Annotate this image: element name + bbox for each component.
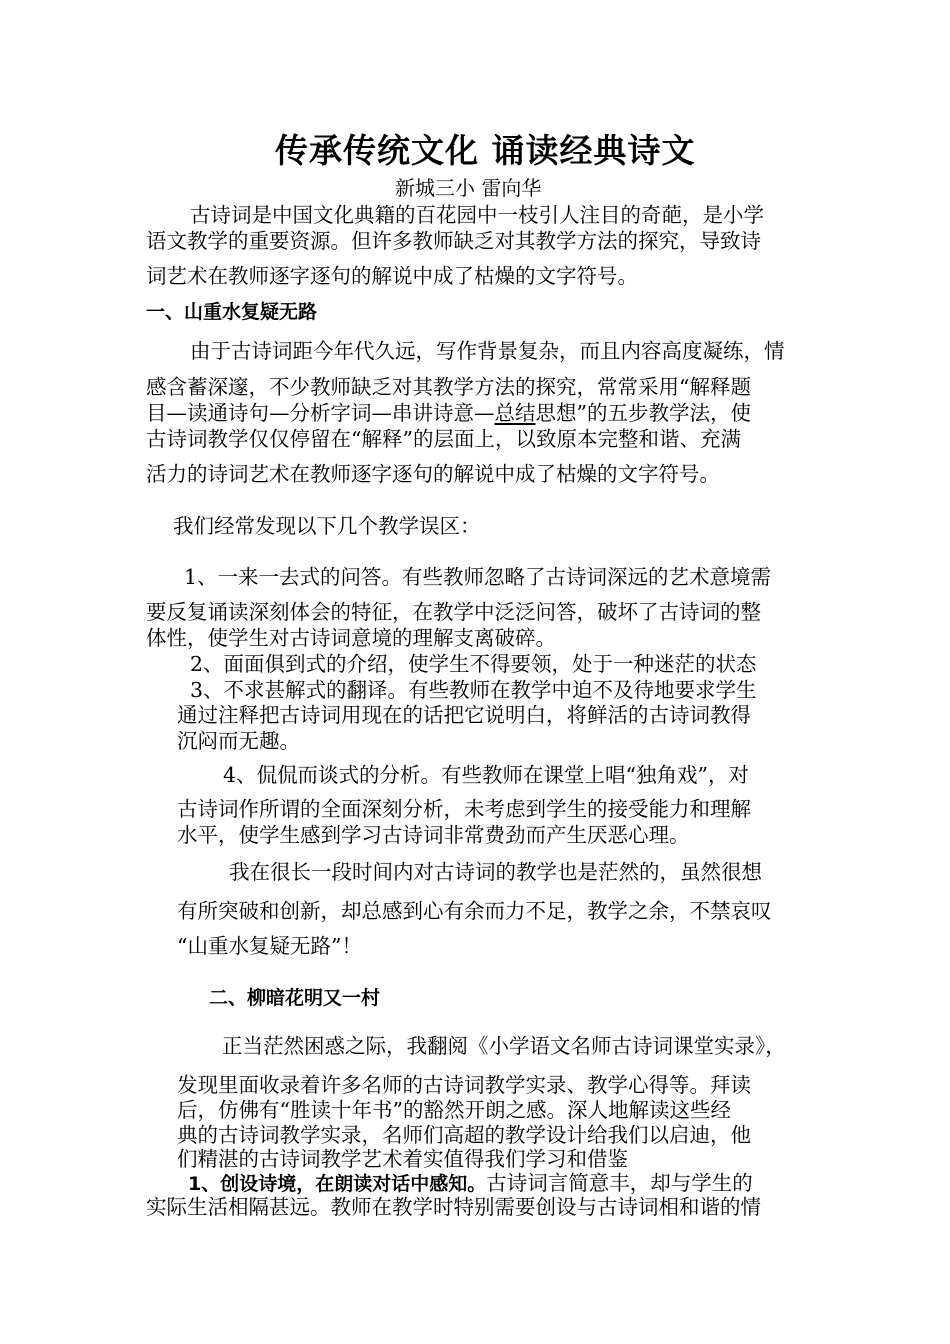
paragraph-line: 们精湛的古诗词教学艺术着实值得我们学习和借鉴: [177, 1147, 628, 1171]
text-segment: 古诗词言简意丰，却与学生的: [486, 1171, 753, 1195]
text-segment: 思想”的五步教学法，使: [535, 401, 751, 425]
section-heading: 一、山重水复疑无路: [146, 301, 318, 323]
paragraph-line: 实际生活相隔甚远。教师在教学时特别需要创设与古诗词相和谐的情: [146, 1195, 761, 1219]
section-heading: 二、柳暗花明又一村: [209, 987, 381, 1009]
paragraph-line: 正当茫然困惑之际，我翻阅《小学语文名师古诗词课堂实录》，: [222, 1034, 786, 1058]
list-item-line: 古诗词作所谓的全面深刻分析，未考虑到学生的接受能力和理解: [177, 797, 751, 821]
paragraph-line: 有所突破和创新，却总感到心有余而力不足，教学之余，不禁哀叹: [177, 899, 772, 923]
paragraph-line: 由于古诗词距今年代久远，写作背景复杂，而且内容高度凝练，情: [190, 339, 785, 363]
list-item-line: 体性，使学生对古诗词意境的理解支离破碎。: [146, 626, 556, 650]
list-item-line: 沉闷而无趣。: [177, 729, 300, 753]
underlined-text: 总结: [494, 401, 536, 425]
paragraph-line: 活力的诗词艺术在教师逐字逐句的解说中成了枯燥的文字符号。: [146, 462, 720, 486]
intro-line: 词艺术在教师逐字逐句的解说中成了枯燥的文字符号。: [146, 264, 638, 288]
paragraph-line: 后，仿佛有“胜读十年书”的豁然开朗之感。深人地解读这些经: [177, 1098, 731, 1122]
list-item-line: 水平，使学生感到学习古诗词非常费劲而产生厌恶心理。: [177, 823, 690, 847]
paragraph-line: 发现里面收录着许多名师的古诗词教学实录、教学心得等。拜读: [177, 1073, 751, 1097]
paragraph-line: [188, 1171, 753, 1196]
list-item-line: 2、面面俱到式的介绍，使学生不得要领，处于一种迷茫的状态: [190, 652, 757, 676]
list-item-line: 通过注释把古诗词用现在的话把它说明白，将鲜活的古诗词教得: [177, 703, 751, 727]
text-segment: 目—读通诗句—分析字词—串讲诗意—: [146, 401, 495, 425]
paragraph-line: 我在很长一段时间内对古诗词的教学也是茫然的，虽然很想: [229, 860, 762, 884]
article-title: 传承传统文化 诵读经典诗文: [275, 131, 696, 170]
author-line: 新城三小 雷向华: [395, 176, 542, 200]
list-item-line: 4、侃侃而谈式的分析。有些教师在课堂上唱“独角戏”，对: [223, 763, 750, 787]
point-heading: 1、创设诗境，在朗读对话中感知。: [188, 1173, 487, 1195]
misconceptions-intro: 我们经常发现以下几个教学误区：: [173, 514, 481, 538]
intro-line: 古诗词是中国文化典籍的百花园中一枝引人注目的奇葩，是小学: [190, 203, 764, 227]
intro-line: 语文教学的重要资源。但许多教师缺乏对其教学方法的探究，导致诗: [146, 229, 761, 253]
paragraph-line: 典的古诗词教学实录，名师们高超的教学设计给我们以启迪，他: [177, 1123, 751, 1147]
list-item-line: 1、一来一去式的问答。有些教师忽略了古诗词深远的艺术意境需: [184, 565, 772, 589]
paragraph-line: 感含蓄深邃，不少教师缺乏对其教学方法的探究，常常采用“解释题: [146, 375, 751, 399]
paragraph-line: 古诗词教学仅仅停留在“解释”的层面上，以致原本完整和谐、充满: [146, 427, 741, 451]
list-item-line: 3、不求甚解式的翻译。有些教师在教学中迫不及待地要求学生: [190, 678, 757, 702]
list-item-line: 要反复诵读深刻体会的特征，在教学中泛泛问答，破坏了古诗词的整: [146, 600, 761, 624]
paragraph-line: “山重水复疑无路”！: [177, 934, 362, 958]
paragraph-line: [146, 401, 751, 425]
